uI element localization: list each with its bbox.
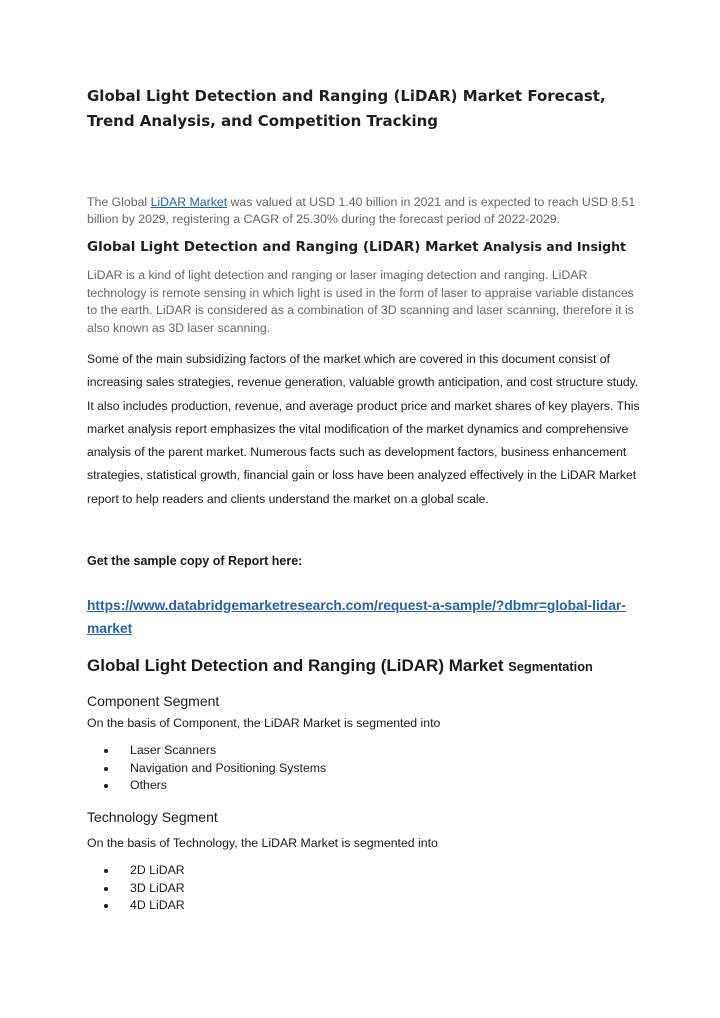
bullet-icon	[104, 887, 108, 891]
list-item-label: Navigation and Positioning Systems	[130, 760, 327, 775]
document-title: Global Light Detection and Ranging (LiDAR) Market Forecast, Trend Analysis, and Competition Tracking	[87, 87, 606, 130]
technology-segment-heading: Technology Segment	[87, 809, 218, 825]
segmentation-heading	[87, 654, 667, 679]
segmentation-heading-main: Global Light Detection and Ranging (LiDAR) Market	[87, 656, 509, 675]
list-item	[87, 777, 647, 795]
list-item-label: 2D LiDAR	[130, 863, 185, 877]
bullet-icon	[104, 784, 108, 788]
bullet-icon	[104, 767, 108, 771]
component-list	[87, 742, 647, 795]
technology-segment-text: On the basis of Technology, the LiDAR Market is segmented into	[87, 836, 438, 850]
definition-paragraph: LiDAR is a kind of light detection and ranging or laser imaging detection and ranging. LiDAR technology is remote sensing in which light is used in the form of laser to appraise variable distances to the earth. LiDAR is considered as a combination of 3D scanning and laser scanning, therefore it is also known as 3D laser scanning.	[87, 268, 634, 335]
intro-prefix: The Global	[87, 195, 151, 209]
component-segment-heading: Component Segment	[87, 693, 220, 709]
bullet-icon	[104, 904, 108, 908]
component-segment	[87, 692, 647, 795]
intro-suffix: was valued at USD 1.40 billion in 2021 and is expected to reach USD 8.51 billion by 2029, registering a CAGR of 25.30% during the forecast period of 2022-2029.	[87, 195, 636, 226]
list-item	[87, 897, 647, 915]
factors-paragraph: Some of the main subsidizing factors of the market which are covered in this document consist of increasing sales strategies, revenue generation, valuable growth anticipation, and cost structure study. It also includes production, revenue, and average product price and market shares of key players. This market analysis report emphasizes the vital modification of the market dynamics and comprehensive analysis of the parent market. Numerous facts such as development factors, business enhancement strategies, statistical growth, financial gain or loss have been analyzed effectively in the LiDAR Market report to help readers and clients understand the market on a global scale.	[87, 352, 640, 506]
sample-link-paragraph	[87, 594, 647, 640]
list-item-label: 3D LiDAR	[130, 880, 185, 895]
sample-copy-label: Get the sample copy of Report here:	[87, 554, 303, 568]
analysis-heading-small: Analysis and Insight	[483, 239, 626, 254]
list-item-label: Laser Scanners	[130, 743, 217, 757]
bullet-icon	[104, 869, 108, 873]
lidar-market-link[interactable]: LiDAR Market	[150, 195, 228, 209]
list-item-label: 4D LiDAR	[130, 898, 185, 912]
list-item	[87, 862, 647, 880]
component-segment-text: On the basis of Component, the LiDAR Market is segmented into	[87, 716, 441, 730]
technology-list	[87, 862, 647, 915]
bullet-icon	[104, 749, 108, 753]
list-item	[87, 760, 647, 778]
list-item	[87, 880, 647, 898]
list-item	[87, 742, 647, 760]
intro-paragraph	[87, 194, 647, 228]
technology-segment	[87, 808, 647, 915]
sample-request-link[interactable]: https://www.databridgemarketresearch.com/request-a-sample/?dbmr=global-lidar-market	[87, 598, 626, 636]
analysis-heading-main: Global Light Detection and Ranging (LiDAR) Market	[87, 239, 484, 255]
list-item-label: Others	[130, 778, 167, 792]
analysis-insight-heading	[87, 237, 647, 257]
segmentation-heading-small: Segmentation	[508, 659, 593, 674]
